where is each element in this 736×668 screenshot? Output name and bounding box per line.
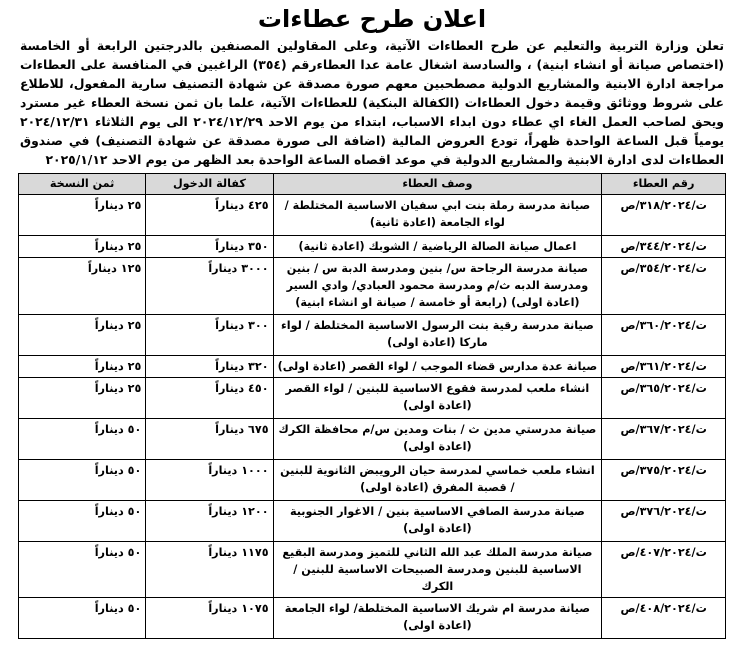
- table-row: [19, 598, 726, 639]
- table-row: [19, 315, 726, 356]
- tender-bond: ٦٧٥ ديناراً: [146, 419, 273, 460]
- table-row: [19, 258, 726, 315]
- tender-bond: ٤٥٠ ديناراً: [146, 378, 273, 419]
- announcement-title: اعلان طرح عطاءات: [257, 5, 487, 33]
- table-row: [19, 356, 726, 378]
- tender-description: صيانة مدرسة الصافي الاساسية بنين / الاغوار الجنوبية (اعادة اولى): [273, 501, 602, 542]
- tender-description: صيانة مدرسة رقية بنت الرسول الاساسية المختلطة / لواء ماركا (اعادة اولى): [273, 315, 602, 356]
- tender-price: ٢٥ ديناراً: [19, 315, 146, 356]
- table-row: [19, 236, 726, 258]
- tender-number: ت/٤٠٨/٢٠٢٤/ص: [602, 598, 726, 639]
- tender-number: ت/٣٦١/٢٠٢٤/ص: [602, 356, 726, 378]
- tender-price: ٥٠ ديناراً: [19, 598, 146, 639]
- header-bond: كفالة الدخول: [146, 174, 273, 195]
- tender-description: اعمال صيانة الصالة الرياضية / الشوبك (اعادة ثانية): [273, 236, 602, 258]
- tender-number: ت/٣٤٤/٢٠٢٤/ص: [602, 236, 726, 258]
- tender-bond: ٣٠٠٠ ديناراً: [146, 258, 273, 315]
- tenders-table: [18, 173, 726, 639]
- tender-number: ت/٣٦٥/٢٠٢٤/ص: [602, 378, 726, 419]
- tender-price: ١٢٥ ديناراً: [19, 258, 146, 315]
- tender-price: ٥٠ ديناراً: [19, 542, 146, 598]
- tender-bond: ٣٥٠ ديناراً: [146, 236, 273, 258]
- tender-description: صيانة مدرستي مدين ث / بنات ومدين س/م محافظة الكرك (اعادة اولى): [273, 419, 602, 460]
- tender-description: صيانة مدرسة ام شريك الاساسية المختلطة/ لواء الجامعة (اعادة اولى): [273, 598, 602, 639]
- table-row: [19, 501, 726, 542]
- tender-bond: ٣٢٠ ديناراً: [146, 356, 273, 378]
- tender-price: ٢٥ ديناراً: [19, 195, 146, 236]
- tender-number: ت/٣٦٧/٢٠٢٤/ص: [602, 419, 726, 460]
- tender-description: صيانة مدرسة الملك عبد الله الثاني للتميز ومدرسة البقيع الاساسية للبنين ومدرسة الصبيحات الاساسية للبنين / الكرك: [273, 542, 602, 598]
- table-row: [19, 378, 726, 419]
- table-row: [19, 419, 726, 460]
- tender-price: ٢٥ ديناراً: [19, 236, 146, 258]
- announcement-intro: تعلن وزارة التربية والتعليم عن طرح العطاءات الآتية، وعلى المقاولين المصنفين بالدرجتين الرابعة أو الخامسة (اختصاص صيانة أو انشاء ابنية) ، والسادسة اشغال عامة عدا العطاءرقم (٣٥٤) الراغبين في المنافسة على العطاءات مراجعة ادارة الابنية والمشاريع الدولية مصطحبين معهم صورة مصدقة عن شهادة التصنيف سارية المفعول، للاطلاع على شروط ووثائق وقيمة دخول العطاءات (الكفالة البنكية) للعطاءات الآتية، علما بان ثمن نسخة العطاء غير مسترد ويحق لصاحب العمل الغاء اي عطاء دون ابداء الاسباب، ابتداء من يوم الاحد ٢٠٢٤/١٢/٢٩ الى يوم الثلاثاء ٢٠٢٤/١٢/٣١ يومياً قبل الساعة الواحدة ظهراً، تودع العروض المالية (اضافة الى صورة مصدقة عن شهادة التصنيف) في صندوق العطاءات لدى ادارة الابنية والمشاريع الدولية في موعد اقصاه الساعة الواحدة بعد الظهر من يوم الاحد ٢٠٢٥/١/١٢: [20, 38, 724, 167]
- table-row: [19, 460, 726, 501]
- table-header-row: [19, 174, 726, 195]
- tender-number: ت/٣١٨/٢٠٢٤/ص: [602, 195, 726, 236]
- tender-number: ت/٣٥٤/٢٠٢٤/ص: [602, 258, 726, 315]
- tender-price: ٥٠ ديناراً: [19, 419, 146, 460]
- tender-bond: ٣٠٠ ديناراً: [146, 315, 273, 356]
- tender-description: انشاء ملعب لمدرسة فقوع الاساسية للبنين / لواء القصر (اعادة اولى): [273, 378, 602, 419]
- tender-description: انشاء ملعب خماسي لمدرسة حيان الرويبض الثانوية للبنين / قصبة المفرق (اعادة اولى): [273, 460, 602, 501]
- tender-bond: ١٢٠٠ ديناراً: [146, 501, 273, 542]
- tender-bond: ٤٢٥ ديناراً: [146, 195, 273, 236]
- tender-bond: ١١٧٥ ديناراً: [146, 542, 273, 598]
- tender-price: ٢٥ ديناراً: [19, 378, 146, 419]
- tender-price: ٥٠ ديناراً: [19, 501, 146, 542]
- tender-description: صيانة مدرسة رملة بنت ابي سفيان الاساسية المختلطة / لواء الجامعة (اعادة ثانية): [273, 195, 602, 236]
- header-number: رقم العطاء: [602, 174, 726, 195]
- tender-number: ت/٣٦٠/٢٠٢٤/ص: [602, 315, 726, 356]
- tender-number: ت/٣٧٥/٢٠٢٤/ص: [602, 460, 726, 501]
- tender-price: ٥٠ ديناراً: [19, 460, 146, 501]
- tender-number: ت/٣٧٦/٢٠٢٤/ص: [602, 501, 726, 542]
- tender-description: صيانة مدرسة الرجاحة س/ بنين ومدرسة الدبة س / بنين ومدرسة الدبه ث/م ومدرسة محمود العبادي/ وادي السير (اعادة اولى) (رابعة أو خامسة / صيانة او انشاء ابنية): [273, 258, 602, 315]
- tender-bond: ١٠٧٥ ديناراً: [146, 598, 273, 639]
- tender-number: ت/٤٠٧/٢٠٢٤/ص: [602, 542, 726, 598]
- tender-description: صيانة عدة مدارس قضاء الموجب / لواء القصر (اعادة اولى): [273, 356, 602, 378]
- header-description: وصف العطاء: [273, 174, 602, 195]
- header-price: ثمن النسخة: [19, 174, 146, 195]
- tender-bond: ١٠٠٠ ديناراً: [146, 460, 273, 501]
- table-row: [19, 542, 726, 598]
- table-row: [19, 195, 726, 236]
- tender-price: ٢٥ ديناراً: [19, 356, 146, 378]
